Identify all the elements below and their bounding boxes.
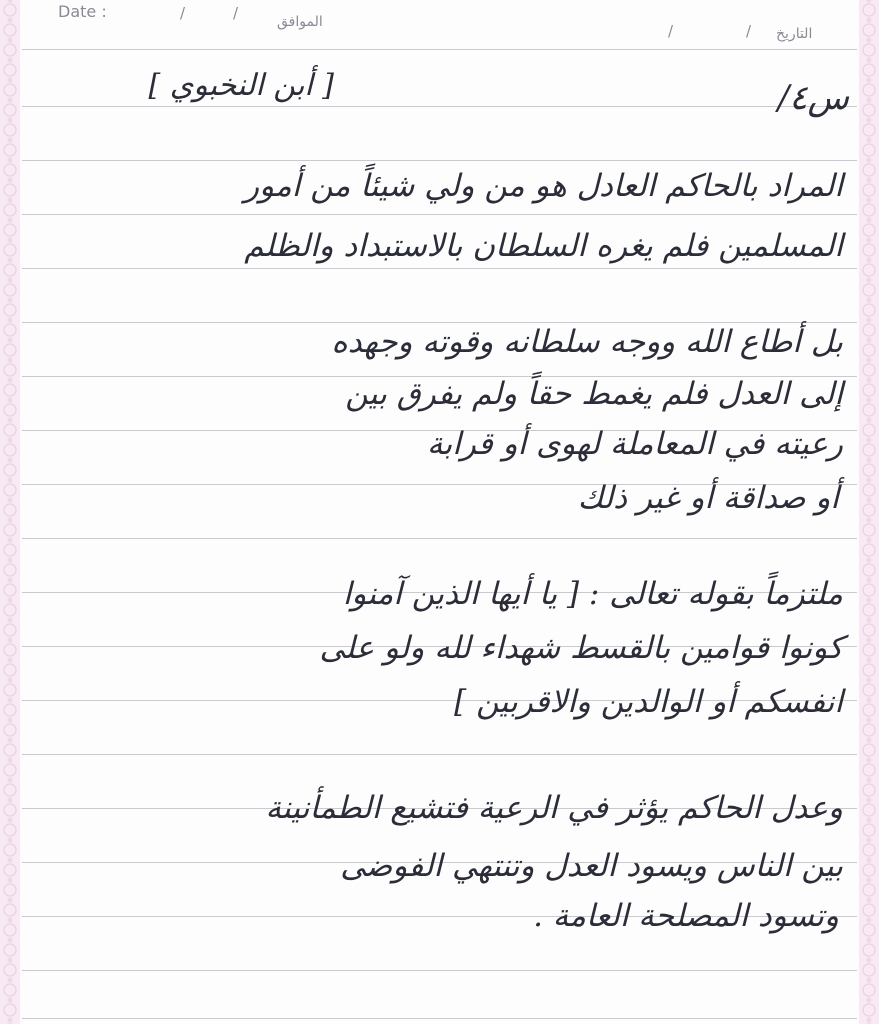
handwritten-line: بين الناس ويسود العدل وتنتهي الفوضى: [340, 848, 843, 884]
handwritten-line: ملتزماً بقوله تعالى : [ يا أيها الذين آمنوا: [342, 576, 843, 612]
ruled-line: [22, 49, 857, 50]
ruled-line: [22, 970, 857, 971]
handwritten-line: انفسكم أو الوالدين والاقربين ]: [454, 684, 843, 720]
date-label: Date :: [58, 2, 107, 21]
ruled-line: [22, 268, 857, 269]
handwritten-line: بل أطاع الله ووجه سلطانه وقوته وجهده: [331, 324, 843, 360]
ruled-line: [22, 214, 857, 215]
tarikh-label: التاريخ: [776, 26, 813, 42]
tarikh-slash: /: [746, 22, 752, 40]
ruled-line: [22, 1018, 857, 1019]
tarikh-slash: /: [668, 22, 674, 40]
handwritten-line: وتسود المصلحة العامة .: [533, 898, 839, 934]
question-title: [ أبن النخبوي ]: [148, 68, 334, 103]
handwritten-line: كونوا قوامين بالقسط شهداء لله ولو على: [319, 630, 843, 666]
ruled-line: [22, 322, 857, 323]
handwritten-line: أو صداقة أو غير ذلك: [577, 480, 839, 516]
handwritten-line: وعدل الحاكم يؤثر في الرعية فتشيع الطمأنينة: [265, 790, 843, 826]
right-decorative-border: [859, 0, 879, 1024]
ruled-line: [22, 160, 857, 161]
left-decorative-border: [0, 0, 20, 1024]
handwritten-line: رعيته في المعاملة لهوى أو قرابة: [427, 426, 843, 462]
handwritten-line: إلى العدل فلم يغمط حقاً ولم يفرق بين: [345, 376, 843, 412]
ruled-line: [22, 754, 857, 755]
handwritten-line: المسلمين فلم يغره السلطان بالاستبداد والظلم: [244, 228, 843, 264]
date-slash: /: [180, 4, 186, 22]
question-number: س٤/: [777, 78, 849, 118]
ruled-line: [22, 538, 857, 539]
muwafiq-label: الموافق: [277, 14, 323, 30]
handwritten-line: المراد بالحاكم العادل هو من ولي شيئاً من أمور: [244, 168, 843, 204]
ruled-line: [22, 106, 857, 107]
date-slash: /: [233, 4, 239, 22]
